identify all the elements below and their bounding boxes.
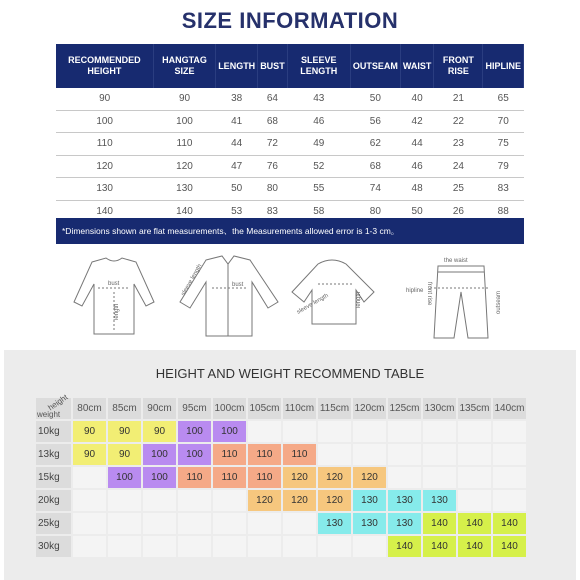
hw-weight-label: 25kg [36, 513, 71, 534]
hw-size-cell [143, 490, 176, 511]
label-sleeve-length-2: sleeve length [296, 292, 330, 316]
hw-size-cell [73, 513, 106, 534]
label-bust-1: bust [108, 281, 120, 287]
hw-height-header: 95cm [178, 398, 211, 419]
measurement-note: *Dimensions shown are flat measurements、the Measurements allowed error is 1-3 cm。 [56, 218, 524, 244]
hw-size-cell [493, 490, 526, 511]
size-cell: 100 [153, 110, 215, 133]
hw-size-cell: 120 [283, 467, 316, 488]
garment-measurement-figures [56, 252, 524, 342]
label-length-1: length [114, 303, 120, 320]
size-header-cell: RECOMMENDED HEIGHT [56, 44, 153, 88]
size-header-cell: BUST [258, 44, 288, 88]
size-cell: 49 [287, 133, 350, 156]
hw-height-header: 85cm [108, 398, 141, 419]
hw-size-cell: 110 [213, 467, 246, 488]
height-weight-table [34, 392, 528, 559]
hw-size-cell: 110 [248, 444, 281, 465]
hw-size-cell [458, 421, 491, 442]
hw-weight-label: 30kg [36, 536, 71, 557]
hw-size-cell: 100 [108, 467, 141, 488]
size-cell: 76 [258, 155, 288, 178]
size-cell: 44 [400, 133, 434, 156]
size-cell: 42 [400, 110, 434, 133]
hw-size-cell: 130 [353, 513, 386, 534]
size-cell: 22 [434, 110, 483, 133]
hw-size-cell [493, 467, 526, 488]
hw-row [36, 444, 526, 465]
hw-corner-cell [36, 392, 71, 419]
size-cell: 44 [216, 133, 258, 156]
hw-size-cell [178, 490, 211, 511]
hw-size-cell: 140 [493, 513, 526, 534]
hw-height-header: 100cm [213, 398, 246, 419]
hw-size-cell: 140 [458, 536, 491, 557]
hw-size-cell [143, 513, 176, 534]
hw-size-cell: 100 [178, 421, 211, 442]
hw-size-cell: 120 [248, 490, 281, 511]
size-header-cell: FRONT RISE [434, 44, 483, 88]
size-header-cell: SLEEVE LENGTH [287, 44, 350, 88]
hw-height-header: 105cm [248, 398, 281, 419]
hw-height-header: 120cm [353, 398, 386, 419]
hw-size-cell: 100 [213, 421, 246, 442]
size-cell: 80 [350, 200, 400, 223]
hw-size-cell [458, 444, 491, 465]
hw-size-cell [493, 421, 526, 442]
hw-size-cell [388, 467, 421, 488]
hw-size-cell: 90 [73, 444, 106, 465]
hw-row [36, 467, 526, 488]
hw-row [36, 490, 526, 511]
size-cell: 140 [56, 200, 153, 223]
hw-height-header: 90cm [143, 398, 176, 419]
hw-size-cell [353, 536, 386, 557]
hw-size-cell: 90 [108, 421, 141, 442]
hw-size-cell: 90 [73, 421, 106, 442]
size-header-cell: WAIST [400, 44, 434, 88]
hw-size-cell [493, 444, 526, 465]
hw-size-cell [318, 444, 351, 465]
hw-height-header: 135cm [458, 398, 491, 419]
hw-size-cell: 120 [318, 467, 351, 488]
size-cell: 90 [153, 88, 215, 110]
hw-size-cell [458, 467, 491, 488]
size-cell: 56 [350, 110, 400, 133]
hw-size-cell: 140 [458, 513, 491, 534]
size-cell: 100 [56, 110, 153, 133]
size-cell: 64 [258, 88, 288, 110]
hw-size-cell [178, 536, 211, 557]
size-cell: 58 [287, 200, 350, 223]
hw-header-row [36, 398, 526, 419]
hw-size-cell [213, 490, 246, 511]
hw-size-cell: 120 [283, 490, 316, 511]
size-cell: 130 [56, 178, 153, 201]
hw-size-cell [248, 536, 281, 557]
size-header-cell: HANGTAG SIZE [153, 44, 215, 88]
hw-height-header: 80cm [73, 398, 106, 419]
hw-size-cell [283, 536, 316, 557]
size-header-cell: LENGTH [216, 44, 258, 88]
size-cell: 68 [350, 155, 400, 178]
hw-weight-label: 15kg [36, 467, 71, 488]
size-cell: 48 [400, 178, 434, 201]
label-waist: the waist [444, 258, 468, 264]
size-cell: 21 [434, 88, 483, 110]
size-cell: 47 [216, 155, 258, 178]
size-cell: 52 [287, 155, 350, 178]
size-cell: 110 [153, 133, 215, 156]
size-cell: 26 [434, 200, 483, 223]
hw-row [36, 513, 526, 534]
size-header-cell: OUTSEAM [350, 44, 400, 88]
hw-height-header: 140cm [493, 398, 526, 419]
size-cell: 90 [56, 88, 153, 110]
hw-size-cell [248, 513, 281, 534]
size-table-row [56, 155, 524, 178]
hw-size-cell: 100 [143, 467, 176, 488]
hw-size-cell: 130 [388, 490, 421, 511]
size-cell: 43 [287, 88, 350, 110]
hw-size-cell [213, 536, 246, 557]
size-cell: 83 [258, 200, 288, 223]
hw-size-cell [423, 467, 456, 488]
size-cell: 50 [350, 88, 400, 110]
hw-size-cell [143, 536, 176, 557]
size-cell: 74 [350, 178, 400, 201]
hw-size-cell: 140 [423, 513, 456, 534]
size-cell: 65 [483, 88, 524, 110]
size-cell: 55 [287, 178, 350, 201]
hw-size-cell [73, 490, 106, 511]
size-cell: 23 [434, 133, 483, 156]
size-table-header [56, 44, 524, 88]
size-header-cell: HIPLINE [483, 44, 524, 88]
hw-size-cell [283, 421, 316, 442]
hw-size-cell: 140 [493, 536, 526, 557]
hw-size-cell: 120 [353, 467, 386, 488]
pants-figure [430, 266, 490, 338]
hw-size-cell: 90 [143, 421, 176, 442]
hw-size-cell [73, 536, 106, 557]
hw-weight-label: 20kg [36, 490, 71, 511]
hw-size-cell: 130 [388, 513, 421, 534]
hw-size-cell: 110 [283, 444, 316, 465]
hw-size-cell [388, 444, 421, 465]
size-cell: 50 [400, 200, 434, 223]
hw-size-cell: 100 [143, 444, 176, 465]
page-title: SIZE INFORMATION [181, 8, 399, 33]
size-cell: 62 [350, 133, 400, 156]
hw-size-cell [423, 444, 456, 465]
size-cell: 41 [216, 110, 258, 133]
label-hipline: hipline [406, 288, 424, 294]
size-cell: 25 [434, 178, 483, 201]
size-cell: 38 [216, 88, 258, 110]
size-table-row [56, 88, 524, 110]
size-table-row [56, 133, 524, 156]
hw-weight-label: 13kg [36, 444, 71, 465]
size-cell: 53 [216, 200, 258, 223]
hw-height-header: 130cm [423, 398, 456, 419]
hw-size-cell [73, 467, 106, 488]
hw-size-cell [423, 421, 456, 442]
hw-size-cell [108, 513, 141, 534]
label-bust-2: bust [232, 282, 244, 288]
size-cell: 83 [483, 178, 524, 201]
size-cell: 120 [56, 155, 153, 178]
size-table-row [56, 178, 524, 201]
hw-size-cell [178, 513, 211, 534]
hw-size-cell: 90 [108, 444, 141, 465]
hw-size-cell [248, 421, 281, 442]
hw-size-cell: 140 [423, 536, 456, 557]
size-cell: 79 [483, 155, 524, 178]
hw-weight-label: 10kg [36, 421, 71, 442]
hw-size-cell: 110 [213, 444, 246, 465]
hw-size-cell: 130 [423, 490, 456, 511]
size-cell: 46 [400, 155, 434, 178]
size-cell: 40 [400, 88, 434, 110]
size-cell: 70 [483, 110, 524, 133]
size-cell: 130 [153, 178, 215, 201]
hw-size-cell [353, 421, 386, 442]
size-cell: 72 [258, 133, 288, 156]
hw-size-cell: 140 [388, 536, 421, 557]
label-front-rise: front rise [426, 282, 432, 306]
size-table-row [56, 110, 524, 133]
hw-size-cell [353, 444, 386, 465]
hw-size-cell: 130 [353, 490, 386, 511]
size-cell: 46 [287, 110, 350, 133]
hw-row [36, 421, 526, 442]
size-cell: 50 [216, 178, 258, 201]
size-cell: 80 [258, 178, 288, 201]
size-cell: 75 [483, 133, 524, 156]
hw-size-cell [388, 421, 421, 442]
hw-size-cell: 110 [178, 467, 211, 488]
label-length-2: length [356, 291, 362, 308]
hw-size-cell [108, 490, 141, 511]
hw-size-cell [213, 513, 246, 534]
hw-size-cell: 120 [318, 490, 351, 511]
hw-size-cell: 110 [248, 467, 281, 488]
hw-size-cell [318, 421, 351, 442]
hw-height-header: 115cm [318, 398, 351, 419]
hw-height-header: 125cm [388, 398, 421, 419]
hw-height-header: 110cm [283, 398, 316, 419]
size-table [56, 44, 524, 223]
hw-size-cell [283, 513, 316, 534]
size-cell: 120 [153, 155, 215, 178]
hw-size-cell: 130 [318, 513, 351, 534]
hw-row [36, 536, 526, 557]
tshirt-figure [74, 258, 154, 334]
size-cell: 140 [153, 200, 215, 223]
size-cell: 24 [434, 155, 483, 178]
corner-height-label: height [46, 392, 70, 413]
height-weight-title: HEIGHT AND WEIGHT RECOMMEND TABLE [155, 366, 425, 381]
corner-weight-label: weight [37, 410, 61, 419]
hw-size-cell [318, 536, 351, 557]
size-cell: 110 [56, 133, 153, 156]
label-outseam: outseam [496, 290, 502, 314]
label-sleeve-length-1: sleeve length [180, 263, 204, 297]
hw-size-cell [108, 536, 141, 557]
hw-size-cell [458, 490, 491, 511]
hw-size-cell: 100 [178, 444, 211, 465]
size-cell: 88 [483, 200, 524, 223]
size-cell: 68 [258, 110, 288, 133]
